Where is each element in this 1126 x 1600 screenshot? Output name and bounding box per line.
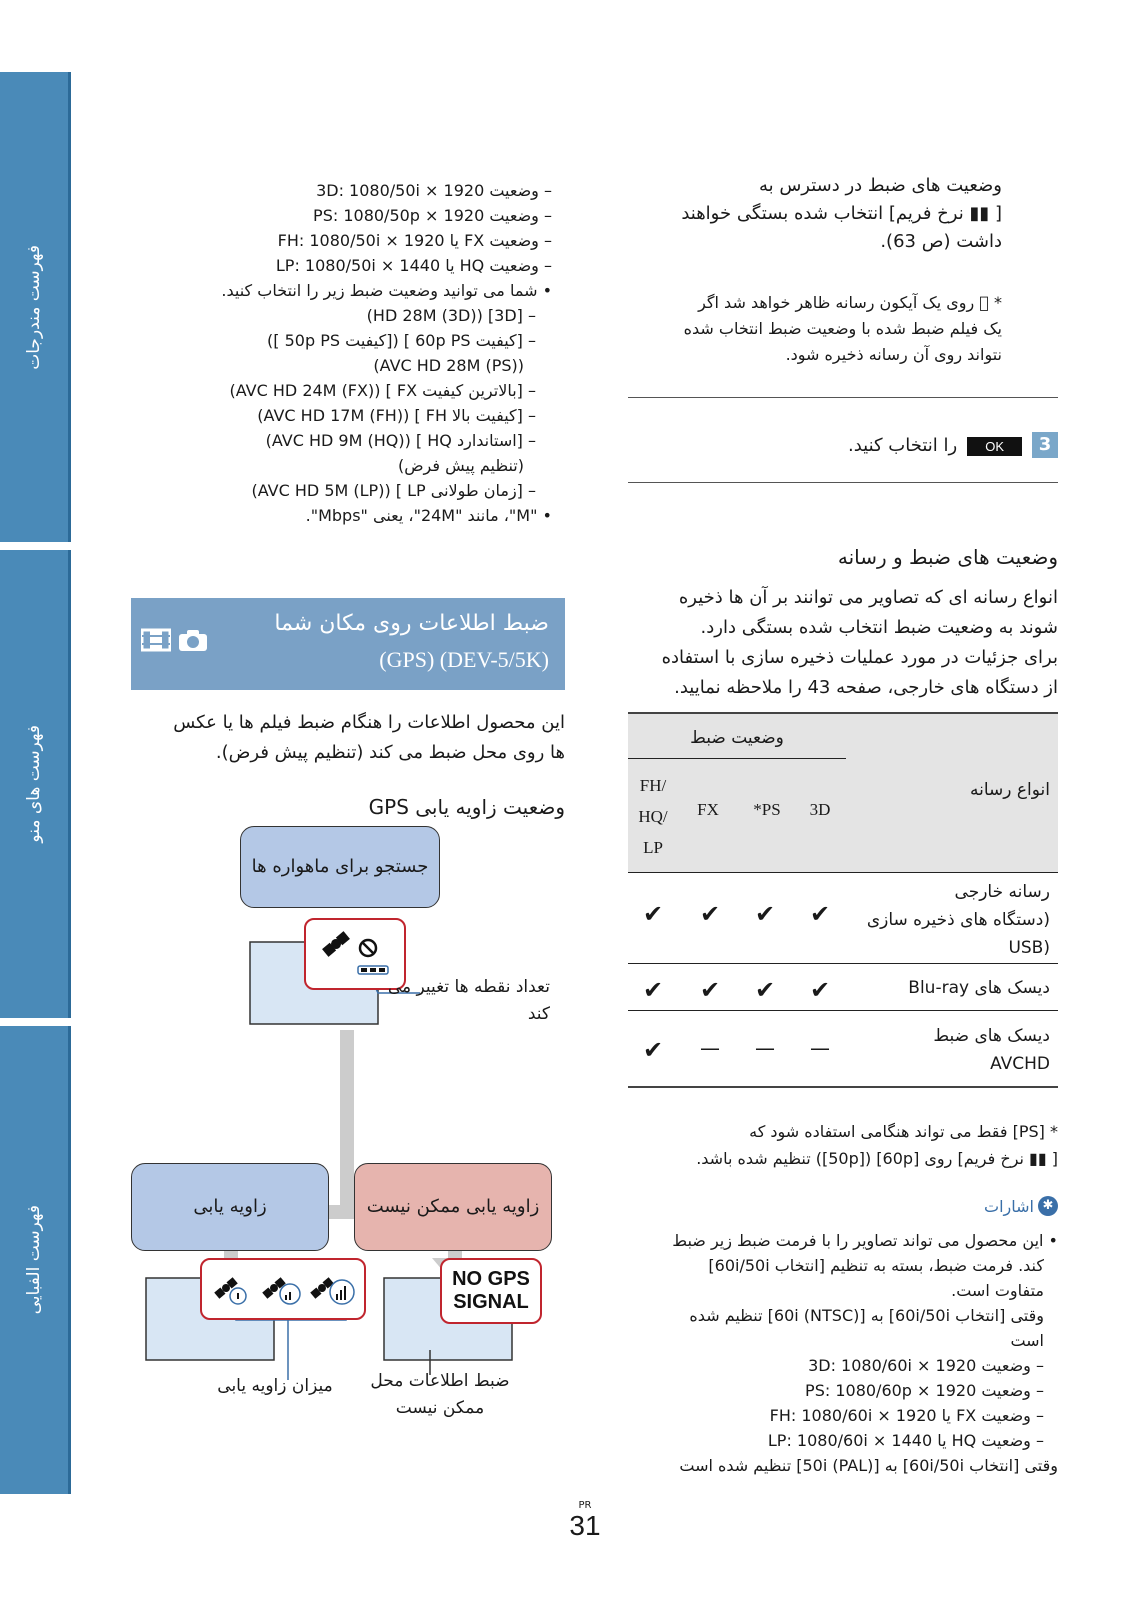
col-3d: 3D — [809, 800, 831, 819]
triangulating-box: زاویه یابی — [131, 1163, 329, 1251]
table-cell: ✔ — [809, 900, 831, 928]
no-gps-signal-text: NO GPS SIGNAL — [452, 1268, 530, 1313]
ok-button-image: OK — [967, 435, 1022, 456]
media-type-header: انواع رسانه — [970, 780, 1050, 800]
search-satellites-box: جستجو برای ماهواره ها — [240, 826, 440, 908]
section-title: ضبط اطلاعات روی مکان شما (DEV-5/5K) (GPS) — [274, 611, 549, 672]
gps-section-banner — [131, 598, 565, 690]
tab-contents[interactable] — [0, 72, 71, 542]
triangulating-callout — [200, 1258, 366, 1320]
col-group-header: وضعیت ضبط — [690, 728, 784, 748]
step-3 — [628, 432, 1058, 458]
table-cell: — — [700, 1036, 720, 1060]
row-avchd-label: دیسک های ضبط AVCHD — [933, 1026, 1050, 1074]
table-cell: ✔ — [642, 976, 664, 1004]
table-cell: ✔ — [699, 900, 721, 928]
points-change-label: تعداد نقطه ها تغییر می کند — [387, 977, 550, 1024]
row-external-label: رسانه خارجی (دستگاه های ذخیره سازی (USB — [866, 882, 1050, 958]
satellite-level-icons — [202, 1260, 364, 1318]
triangulation-impossible-box: زاویه یابی ممکن نیست — [354, 1163, 552, 1251]
tab-menu-list-label: فهرست های منو — [24, 725, 44, 843]
gps-section-paragraph: این محصول اطلاعات را هنگام ضبط فیلم ها یا عکس ها روی محل ضبط می کند (تنظیم پیش فرض). — [173, 712, 565, 763]
table-footnote: * [PS] فقط می تواند هنگامی استفاده شود که [ ▮▮ نرخ فریم] روی [60p] ([50p]) تنظیم شده باشد. — [696, 1122, 1058, 1168]
lightbulb-icon: ✱ — [1038, 1196, 1058, 1216]
recording-modes-list: – وضعیت 3D: 1080/50i × 1920 – وضعیت PS: 1080/50p × 1920 – وضعیت FX یا FH: 1080/50i × 1920 – وضعیت HQ یا LP: 1080/50i × 1440 • شما می توانید وضعیت ضبط زیر را انتخاب کنید. – [3D] (HD 28M (3D)) – [کیفیت 60p PS ] ([کیفیت 50p PS ]) (AVC HD 28M (PS)) – [بالاترین کیفیت FX ] (AVC HD 24M (FX)) – [کیفیت بالا FH ] (AVC HD 17M (FH)) – [استاندارد HQ ] (AVC HD 9M (HQ)) (تنظیم پیش فرض) – [زمان طولانی LP ] (AVC HD 5M (LP)) • "M"، مانند "24M"، یعنی "Mbps". — [221, 181, 552, 525]
page-number: 31 — [569, 1510, 601, 1541]
table-cell: ✔ — [754, 900, 776, 928]
col-fh-hq-lp: FH/ HQ/ LP — [638, 776, 668, 857]
page-lang-code: PR — [578, 1500, 592, 1511]
movie-icon — [141, 628, 171, 652]
table-cell: — — [810, 1036, 830, 1060]
table-cell: — — [755, 1036, 775, 1060]
step-number: 3 — [1032, 432, 1058, 458]
col-ps: *PS — [753, 800, 781, 819]
media-note: * ⃠ روی یک آیکون رسانه ظاهر خواهد شد اگر یک فیلم ضبط شده با وضعیت ضبط انتخاب شده نتواند روی آن رسانه ذخیره شود. — [683, 293, 1002, 364]
table-cell: ✔ — [642, 1036, 664, 1064]
tab-menu-list[interactable] — [0, 550, 71, 1018]
camera-icon — [177, 628, 209, 652]
media-paragraph: انواع رسانه ای که تصاویر می توانند بر آن ها ذخیره شوند به وضعیت ضبط انتخاب شده بستگی دارد. برای جزئیات در مورد عملیات ذخیره سازی با استفاده از دستگاه های خارجی، صفحه 43 را ملاحظه نمایید. — [661, 587, 1058, 698]
hints-list: • این محصول می تواند تصاویر را با فرمت ضبط زیر ضبط کند. فرمت ضبط، بسته به تنظیم [انتخاب 60i/50i] متفاوت است. وقتی [انتخاب 60i/50i] به [60i (NTSC)] تنظیم شده است – وضعیت 3D: 1080/60i × 1920 – وضعیت PS: 1080/60p × 1920 – وضعیت FX یا FH: 1080/60i × 1920 – وضعیت HQ یا LP: 1080/60i × 1440 وقتی [انتخاب 60i/50i] به [50i (PAL)] تنظیم شده است — [672, 1231, 1058, 1475]
col-fx: FX — [697, 800, 719, 819]
gps-status-heading: وضعیت زاویه یابی GPS — [368, 795, 565, 819]
tab-contents-label: فهرست مندرجات — [24, 244, 44, 370]
tab-index-label: فهرست الفبایی — [24, 1205, 44, 1315]
tab-index[interactable] — [0, 1026, 71, 1494]
step-text: را انتخاب کنید. — [847, 434, 958, 456]
gps-flow-diagram — [120, 820, 580, 1460]
hints-title: ✱ اشارات — [628, 1196, 1058, 1216]
table-cell: ✔ — [642, 900, 664, 928]
row-bluray-label: دیسک های Blu-ray — [908, 978, 1050, 998]
triangulation-level-label: میزان زاویه یابی — [217, 1376, 333, 1396]
no-location-record-label: ضبط اطلاعات محل ممکن نیست — [370, 1371, 510, 1418]
table-cell: ✔ — [699, 976, 721, 1004]
table-cell: ✔ — [754, 976, 776, 1004]
table-cell: ✔ — [809, 976, 831, 1004]
media-heading: وضعیت های ضبط و رسانه — [837, 545, 1058, 569]
no-gps-callout — [440, 1258, 542, 1324]
intro-text: وضعیت های ضبط در دسترس به [ ▮▮ نرخ فریم] انتخاب شده بستگی خواهند داشت (ص 63). — [681, 175, 1002, 252]
